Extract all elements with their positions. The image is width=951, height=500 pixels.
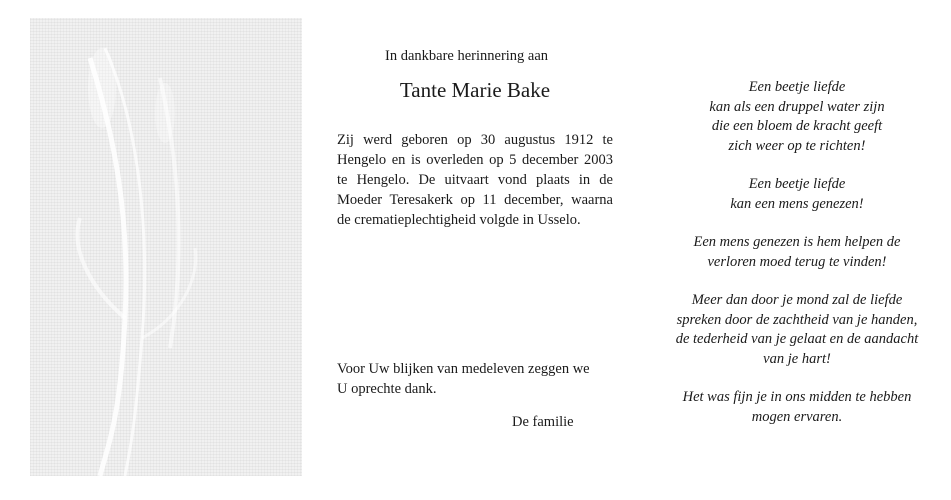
thanks-line: U oprechte dank.	[337, 381, 437, 397]
bio-line: Zij werd geboren op 30 augustus 1912 te	[337, 132, 613, 148]
biography-paragraph	[337, 130, 613, 230]
bio-line: Hengelo en is overleden op 5 december 2003	[337, 152, 613, 168]
poem-line: Een beetje liefde	[748, 79, 846, 95]
poem-line: die een bloem de kracht geeft	[711, 118, 883, 134]
bio-line: Moeder Teresakerk op 11 december, waarna	[337, 192, 613, 208]
poem-line: verloren moed terug te vinden!	[707, 253, 887, 270]
bio-line: te Hengelo. De uitvaart vond plaats in de	[337, 172, 613, 188]
poem-line: zich weer op te richten!	[728, 137, 866, 154]
poem-stanza	[655, 233, 939, 272]
intro-text: In dankbare herinnering aan	[385, 48, 549, 64]
thanks-paragraph	[337, 359, 613, 399]
poem-stanza	[655, 291, 939, 369]
poem-stanza	[655, 388, 939, 427]
poem-line: Een beetje liefde	[748, 176, 846, 192]
thanks-line: Voor Uw blijken van medeleven zeggen we	[337, 361, 590, 377]
poem-stanza	[655, 175, 939, 214]
faded-flower-illustration	[30, 18, 302, 476]
poem-line: Een mens genezen is hem helpen de	[693, 234, 901, 250]
poem-column	[655, 78, 939, 446]
poem-line: mogen ervaren.	[751, 408, 843, 425]
poem-line: kan een mens genezen!	[730, 195, 864, 212]
deceased-name: Tante Marie Bake	[399, 78, 551, 102]
poem-line: kan als een druppel water zijn	[709, 98, 885, 115]
faded-photo-panel	[30, 18, 302, 476]
poem-stanza	[655, 78, 939, 156]
poem-line: Het was fijn je in ons midden te hebben	[682, 389, 912, 405]
poem-line: spreken door de zachtheid van je handen,	[676, 311, 918, 328]
poem-line: van je hart!	[763, 350, 831, 367]
poem-line: Meer dan door je mond zal de liefde	[691, 292, 903, 308]
bio-line: de crematieplechtigheid volgde in Usselo.	[337, 212, 581, 228]
signoff-text: De familie	[512, 414, 574, 430]
poem-line: de tederheid van je gelaat en de aandacht	[675, 331, 919, 347]
